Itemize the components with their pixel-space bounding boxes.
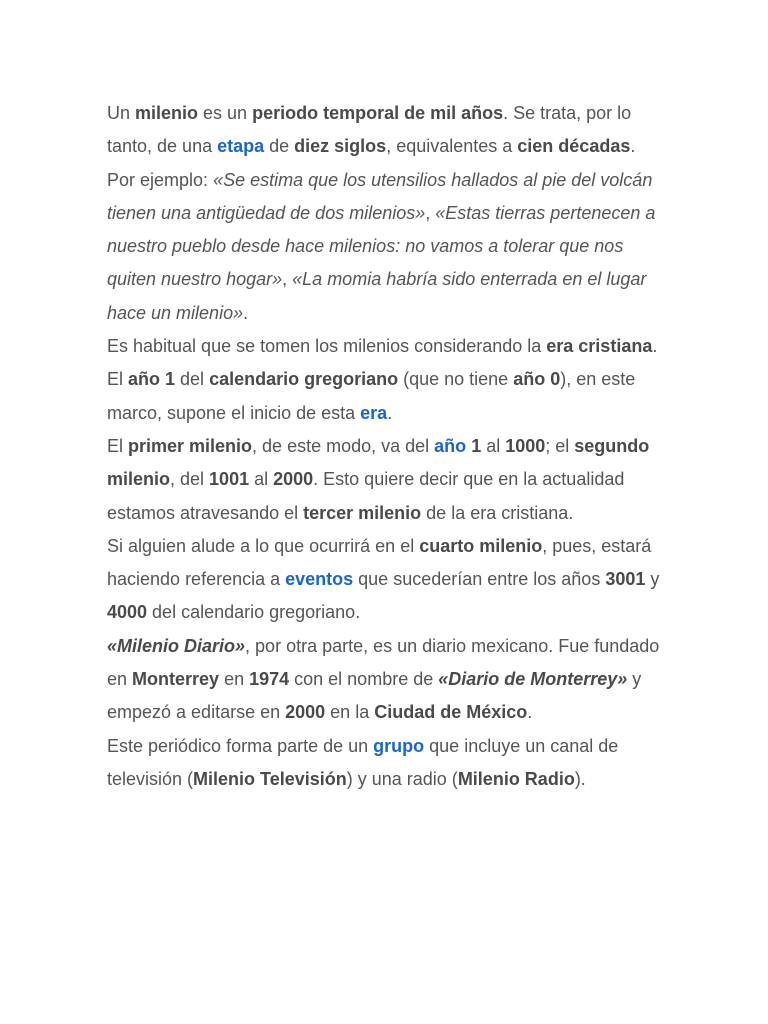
term-ano-0: año 0 — [513, 369, 561, 390]
paragraph-era — [107, 330, 667, 430]
text: Es habitual que se tomen los milenios considerando la — [107, 336, 547, 357]
term-cien-decadas: cien décadas — [517, 136, 631, 157]
text: en la — [325, 702, 375, 723]
term-tercer-milenio: tercer milenio — [303, 502, 422, 523]
text: . — [387, 402, 393, 423]
term-1974: 1974 — [249, 669, 290, 690]
text: . — [243, 302, 249, 323]
text: del — [175, 369, 210, 390]
text: , del — [170, 469, 210, 490]
term-1001: 1001 — [209, 469, 250, 490]
text: , de este modo, va del — [252, 435, 435, 456]
text: . El — [107, 336, 658, 390]
term-monterrey: Monterrey — [132, 669, 220, 690]
paragraph-milenios — [107, 430, 667, 530]
term-2000: 2000 — [285, 702, 326, 723]
text: , pues, estará haciendo referencia a — [107, 535, 652, 590]
term-2000: 2000 — [273, 469, 314, 490]
term-1: 1 — [471, 435, 482, 456]
paragraph-grupo — [107, 730, 667, 797]
text: de — [264, 136, 295, 157]
term-milenio-diario: «Milenio Diario» — [107, 635, 246, 656]
text: Un — [107, 103, 136, 123]
term-milenio-television: Milenio Televisión — [193, 768, 347, 789]
term-diario-de-monterrey: «Diario de Monterrey» — [438, 669, 628, 690]
article-body — [107, 97, 667, 796]
text: , equivalentes a — [386, 136, 518, 157]
text: ). — [574, 768, 586, 789]
link-ano[interactable]: año — [434, 435, 467, 456]
paragraph-milenio-diario — [107, 630, 667, 730]
term-milenio: milenio — [135, 103, 199, 123]
text: y — [645, 569, 660, 590]
example-quote: «La momia habría sido enterrada en el lugar hace un milenio» — [107, 269, 647, 323]
paragraph-cuarto-milenio — [107, 530, 667, 630]
term-diez-siglos: diez siglos — [294, 136, 387, 157]
text: es un — [198, 103, 253, 123]
term-4000: 4000 — [107, 602, 148, 623]
text: El — [107, 435, 129, 456]
link-grupo[interactable]: grupo — [373, 735, 425, 756]
term-milenio-radio: Milenio Radio — [457, 768, 575, 789]
text: (que no tiene — [398, 369, 514, 390]
paragraph-examples — [107, 164, 667, 330]
text: . Esto quiere decir que en la actualidad estamos atravesando el — [107, 469, 625, 523]
link-eventos[interactable]: eventos — [285, 569, 354, 590]
term-cuarto-milenio: cuarto milenio — [419, 535, 543, 556]
text: ), en este marco, supone el inicio de esta — [107, 369, 636, 423]
text: , — [282, 269, 293, 290]
term-calendario-gregoriano: calendario gregoriano — [209, 369, 399, 390]
term-segundo-milenio: segundo milenio — [107, 435, 650, 490]
text: de la era cristiana. — [421, 502, 574, 523]
paragraph-definition — [107, 97, 667, 164]
text: en — [219, 669, 250, 690]
text: , — [425, 202, 436, 223]
text: con el nombre de — [289, 669, 439, 690]
term-ciudad-de-mexico: Ciudad de México — [374, 702, 528, 723]
text: y empezó a editarse en — [107, 669, 642, 723]
text: Por ejemplo: — [107, 169, 214, 190]
term-1000: 1000 — [505, 435, 546, 456]
term-periodo: periodo temporal de mil años — [252, 103, 504, 123]
text: Si alguien alude a lo que ocurrirá en el — [107, 535, 420, 556]
text: que sucederían entre los años — [353, 569, 606, 590]
example-quote: «Estas tierras pertenecen a nuestro pueblo desde hace milenios: no vamos a tolerar que nos quiten nuestro hogar» — [107, 202, 656, 290]
text: del calendario gregoriano. — [147, 602, 361, 623]
text: . — [630, 136, 636, 157]
term-primer-milenio: primer milenio — [128, 435, 253, 456]
text: . Se trata, por lo tanto, de una — [107, 103, 632, 157]
term-3001: 3001 — [605, 569, 646, 590]
link-etapa[interactable]: etapa — [217, 136, 265, 157]
text: ) y una radio ( — [346, 768, 458, 789]
text: que incluye un canal de televisión ( — [107, 735, 619, 789]
text: al — [249, 469, 274, 490]
text: Este periódico forma parte de un — [107, 735, 374, 756]
example-quote: «Se estima que los utensilios hallados al pie del volcán tienen una antigüedad de dos milenios» — [107, 169, 653, 223]
link-era[interactable]: era — [360, 402, 388, 423]
text: al — [481, 435, 506, 456]
term-ano-1: año 1 — [128, 369, 176, 390]
text: . — [527, 702, 533, 723]
text: ; el — [545, 435, 575, 456]
term-era-cristiana: era cristiana — [546, 336, 653, 357]
text: , por otra parte, es un diario mexicano. Fue fundado en — [107, 635, 660, 690]
